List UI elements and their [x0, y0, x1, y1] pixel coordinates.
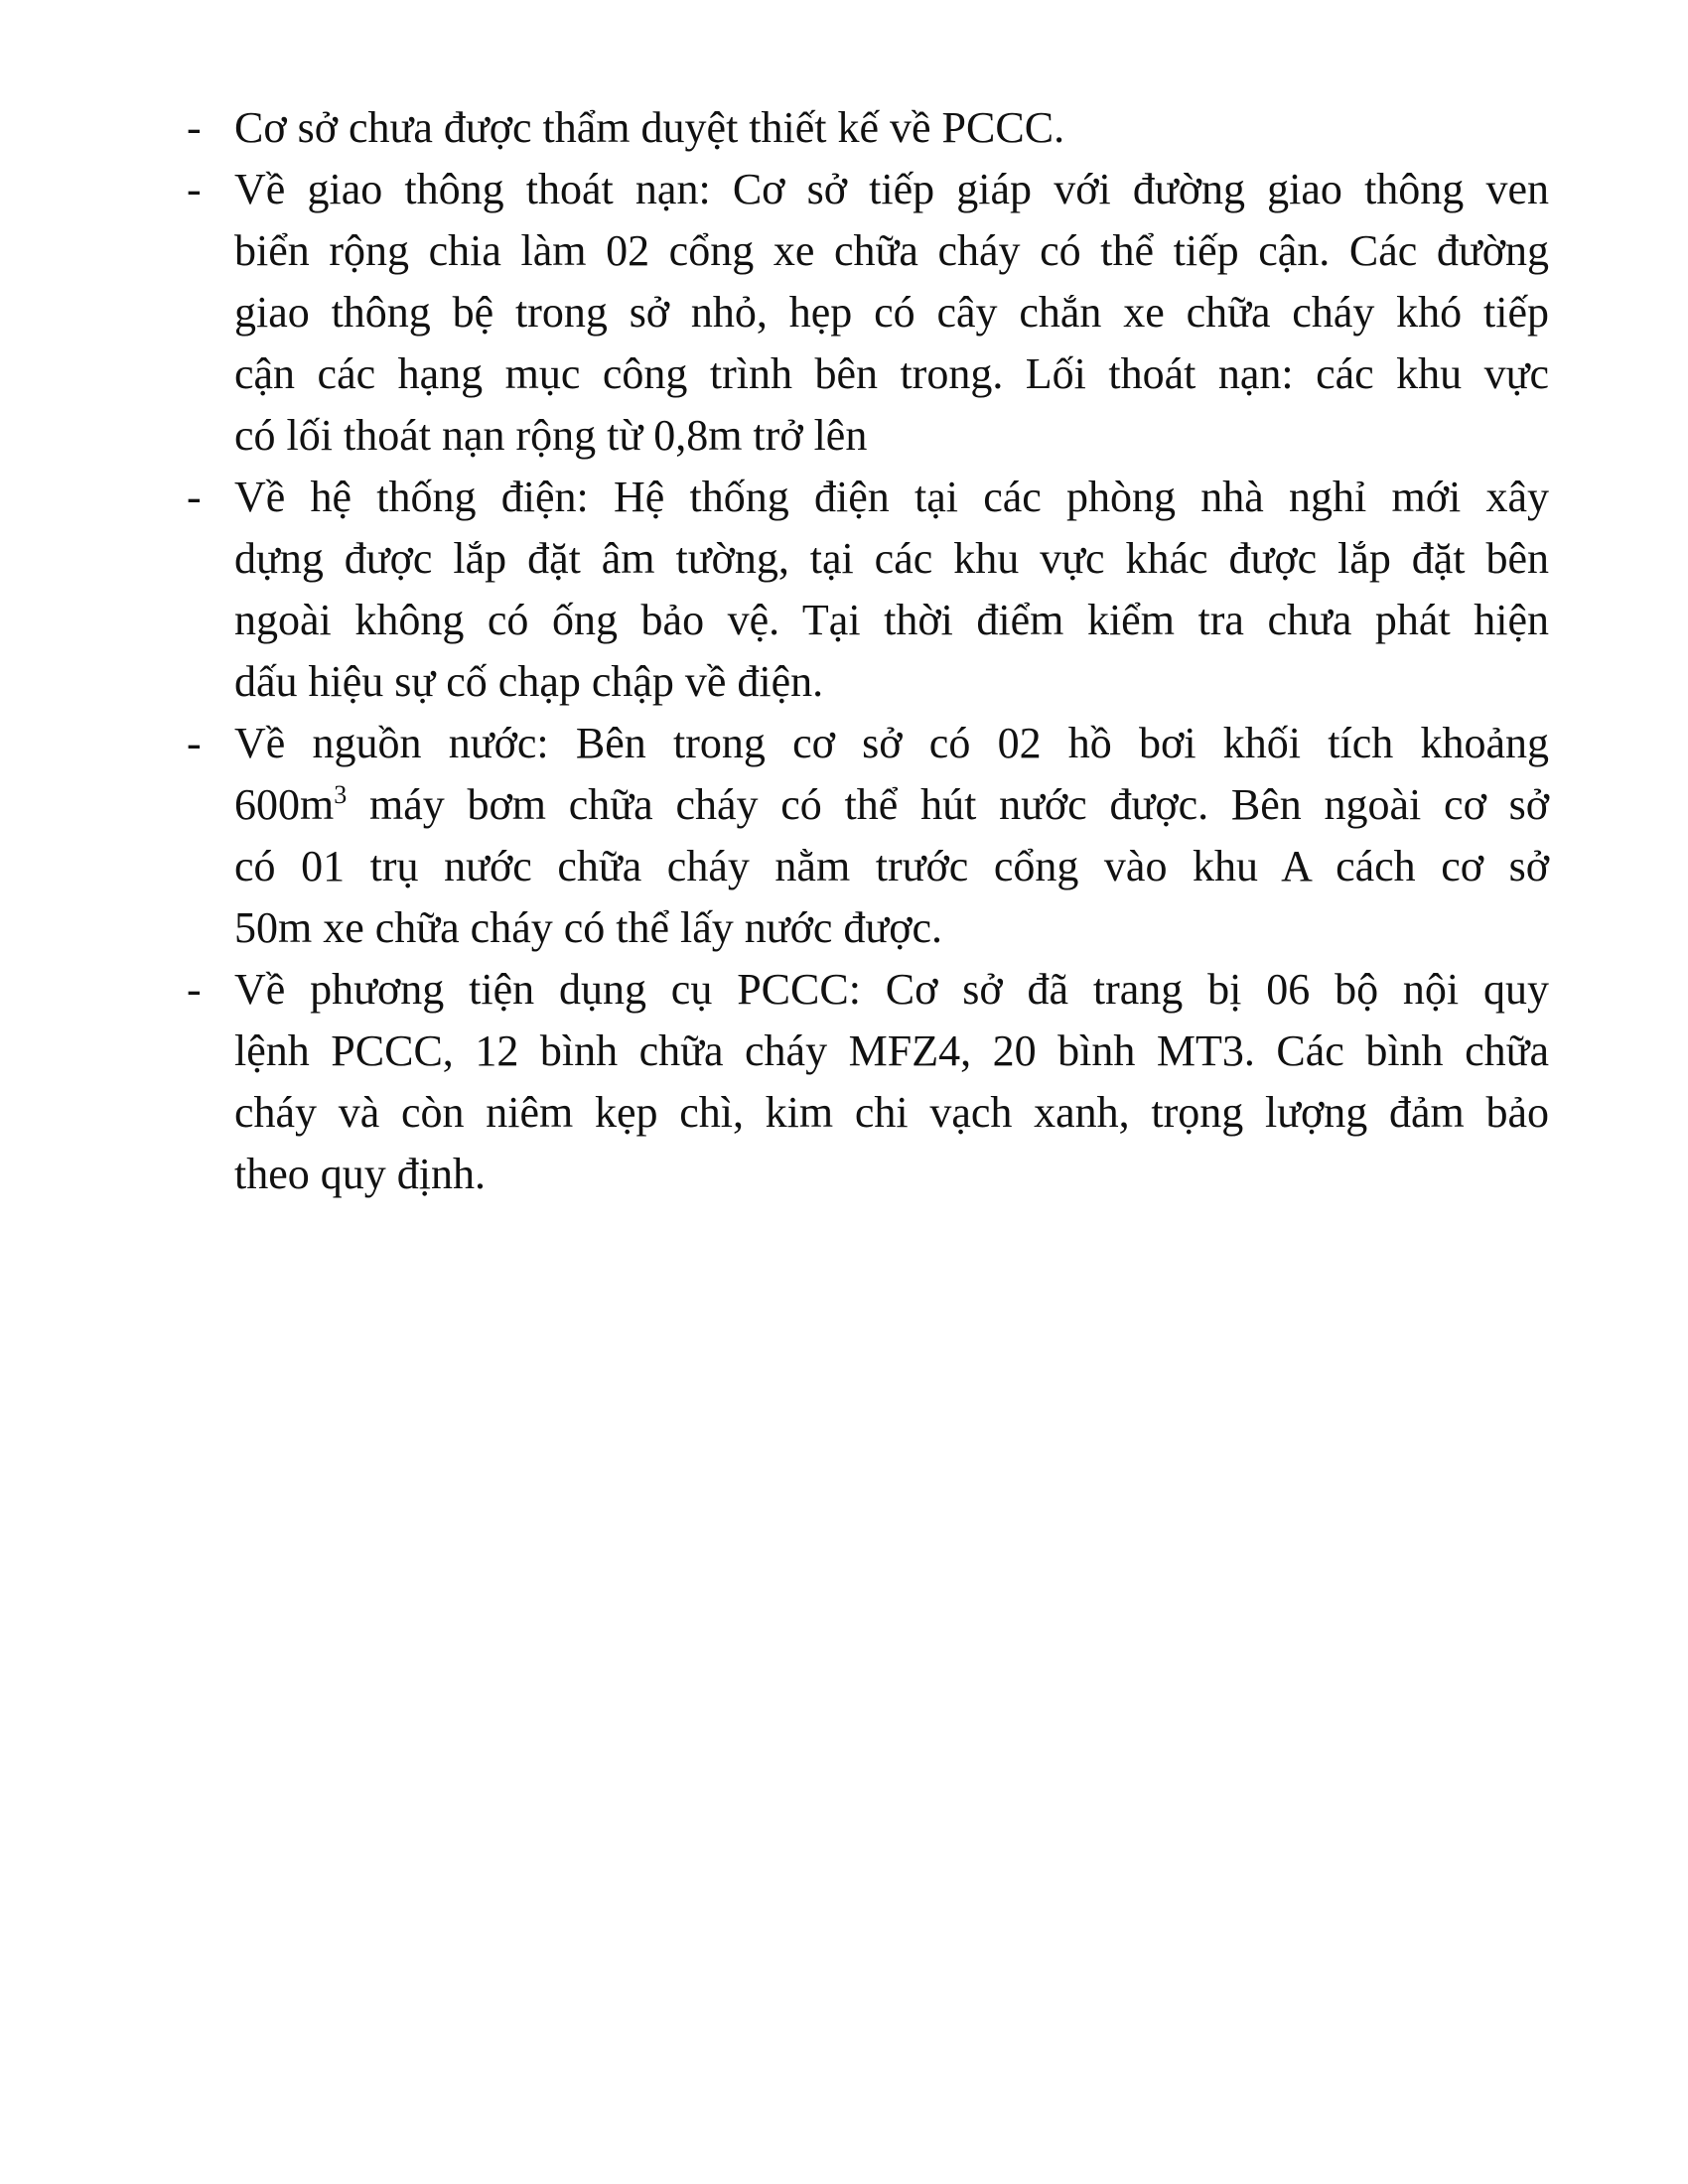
bullet-item	[187, 713, 1549, 959]
volume-value: 600m	[234, 780, 335, 829]
text-line: ngoài không có ống bảo vệ. Tại thời điểm kiểm tra chưa phát hiện	[234, 596, 1549, 644]
text-line: Về phương tiện dụng cụ PCCC: Cơ sở đã trang bị 06 bộ nội quy	[234, 965, 1549, 1014]
bullet-item	[187, 97, 1549, 159]
bullet-dash: -	[187, 165, 202, 213]
text-line: Cơ sở chưa được thẩm duyệt thiết kế về PCCC.	[234, 103, 1065, 152]
document-body	[187, 97, 1549, 1205]
bullet-dash: -	[187, 473, 202, 521]
volume-superscript: 3	[334, 780, 348, 809]
text-line: Về giao thông thoát nạn: Cơ sở tiếp giáp với đường giao thông ven	[234, 165, 1549, 213]
text-line: cận các hạng mục công trình bên trong. Lối thoát nạn: các khu vực	[234, 349, 1549, 398]
text-line: lệnh PCCC, 12 bình chữa cháy MFZ4, 20 bình MT3. Các bình chữa	[234, 1026, 1549, 1075]
text-line: cháy và còn niêm kẹp chì, kim chi vạch xanh, trọng lượng đảm bảo	[234, 1088, 1549, 1137]
text-line: 50m xe chữa cháy có thể lấy nước được.	[234, 903, 943, 952]
bullet-dash: -	[187, 103, 202, 152]
text-line: dựng được lắp đặt âm tường, tại các khu vực khác được lắp đặt bên	[234, 534, 1549, 583]
text-line: giao thông bệ trong sở nhỏ, hẹp có cây chắn xe chữa cháy khó tiếp	[234, 288, 1549, 337]
bullet-item	[187, 959, 1549, 1205]
text-line: có 01 trụ nước chữa cháy nằm trước cổng vào khu A cách cơ sở	[234, 842, 1549, 890]
text-line: dấu hiệu sự cố chạp chập về điện.	[234, 657, 824, 706]
text-line: Về nguồn nước: Bên trong cơ sở có 02 hồ bơi khối tích khoảng	[234, 719, 1549, 767]
text-fragment: máy bơm chữa cháy có thể hút nước được. Bên ngoài cơ sở	[369, 780, 1549, 829]
text-line: có lối thoát nạn rộng từ 0,8m trở lên	[234, 411, 868, 460]
text-line	[234, 774, 1549, 836]
bullet-item	[187, 159, 1549, 467]
text-line: Về hệ thống điện: Hệ thống điện tại các phòng nhà nghỉ mới xây	[234, 473, 1549, 521]
bullet-dash: -	[187, 719, 202, 767]
bullet-item	[187, 467, 1549, 713]
text-line: biển rộng chia làm 02 cổng xe chữa cháy có thể tiếp cận. Các đường	[234, 226, 1549, 275]
text-line: theo quy định.	[234, 1150, 486, 1198]
bullet-dash: -	[187, 965, 202, 1014]
